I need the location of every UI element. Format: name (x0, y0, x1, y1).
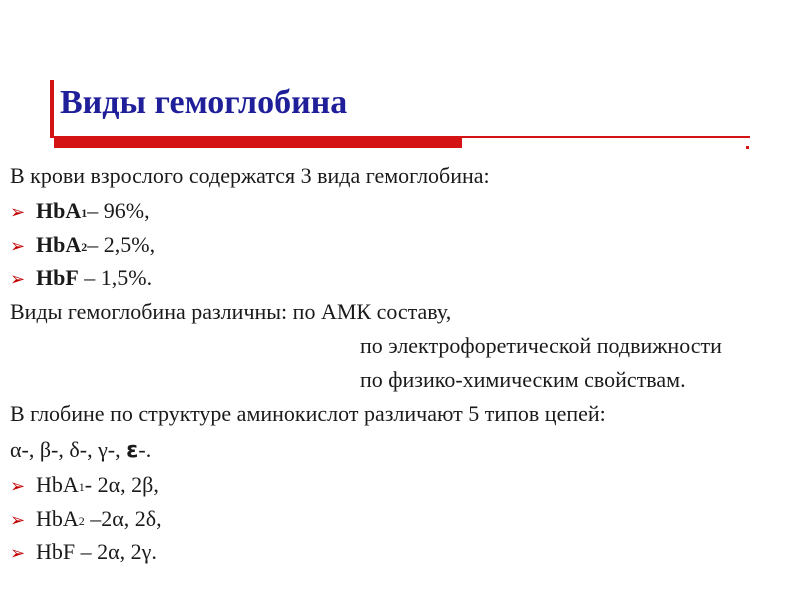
list-item (10, 506, 162, 534)
arrow-bullet-icon: ➢ (10, 510, 26, 531)
item-subscript: 2 (81, 240, 88, 254)
item-subscript: 1 (78, 480, 85, 494)
item-name: HbF (36, 265, 79, 290)
item-name: HbA (36, 506, 79, 531)
chain-list: α-, β-, δ-, γ-, (10, 437, 127, 462)
item-value: –2α, 2δ, (84, 506, 162, 531)
intro-text: В крови взрослого содержатся 3 вида гемоглобина: (10, 163, 490, 188)
arrow-bullet-icon: ➢ (10, 236, 26, 257)
list-item (10, 472, 159, 500)
item-value: – 2α, 2γ. (75, 539, 157, 564)
chain-types (10, 437, 151, 464)
arrow-bullet-icon: ➢ (10, 543, 26, 564)
item-name: HbF (36, 539, 76, 564)
list-item (10, 265, 152, 293)
list-item (10, 198, 150, 226)
arrow-bullet-icon: ➢ (10, 476, 26, 497)
epsilon-chain: ε (126, 438, 139, 463)
item-name: HbA (36, 198, 82, 223)
item-value: – 96%, (87, 198, 150, 223)
differ-text-3: по физико-химическим свойствам. (360, 367, 686, 392)
item-name: HbA (36, 472, 79, 497)
title-vertical-rule (50, 80, 54, 138)
list-item (10, 232, 155, 260)
item-value: – 1,5%. (78, 265, 153, 290)
differ-text: Виды гемоглобина различны: по АМК составу, (10, 299, 452, 324)
item-subscript: 1 (81, 206, 88, 220)
arrow-bullet-icon: ➢ (10, 269, 26, 290)
item-value: – 2,5%, (87, 232, 156, 257)
globin-text: В глобине по структуре аминокислот различают 5 типов цепей: (10, 401, 606, 426)
chain-list-end: -. (138, 437, 152, 462)
arrow-bullet-icon: ➢ (10, 202, 26, 223)
list-item (10, 539, 157, 567)
item-name: HbA (36, 232, 82, 257)
item-subscript: 2 (78, 514, 85, 528)
page-title: Виды гемоглобина (60, 84, 348, 121)
rule-end-dot (746, 146, 749, 149)
differ-text-2: по электрофоретической подвижности (360, 333, 722, 358)
item-value: - 2α, 2β, (84, 472, 159, 497)
title-underline-thick (54, 138, 462, 148)
